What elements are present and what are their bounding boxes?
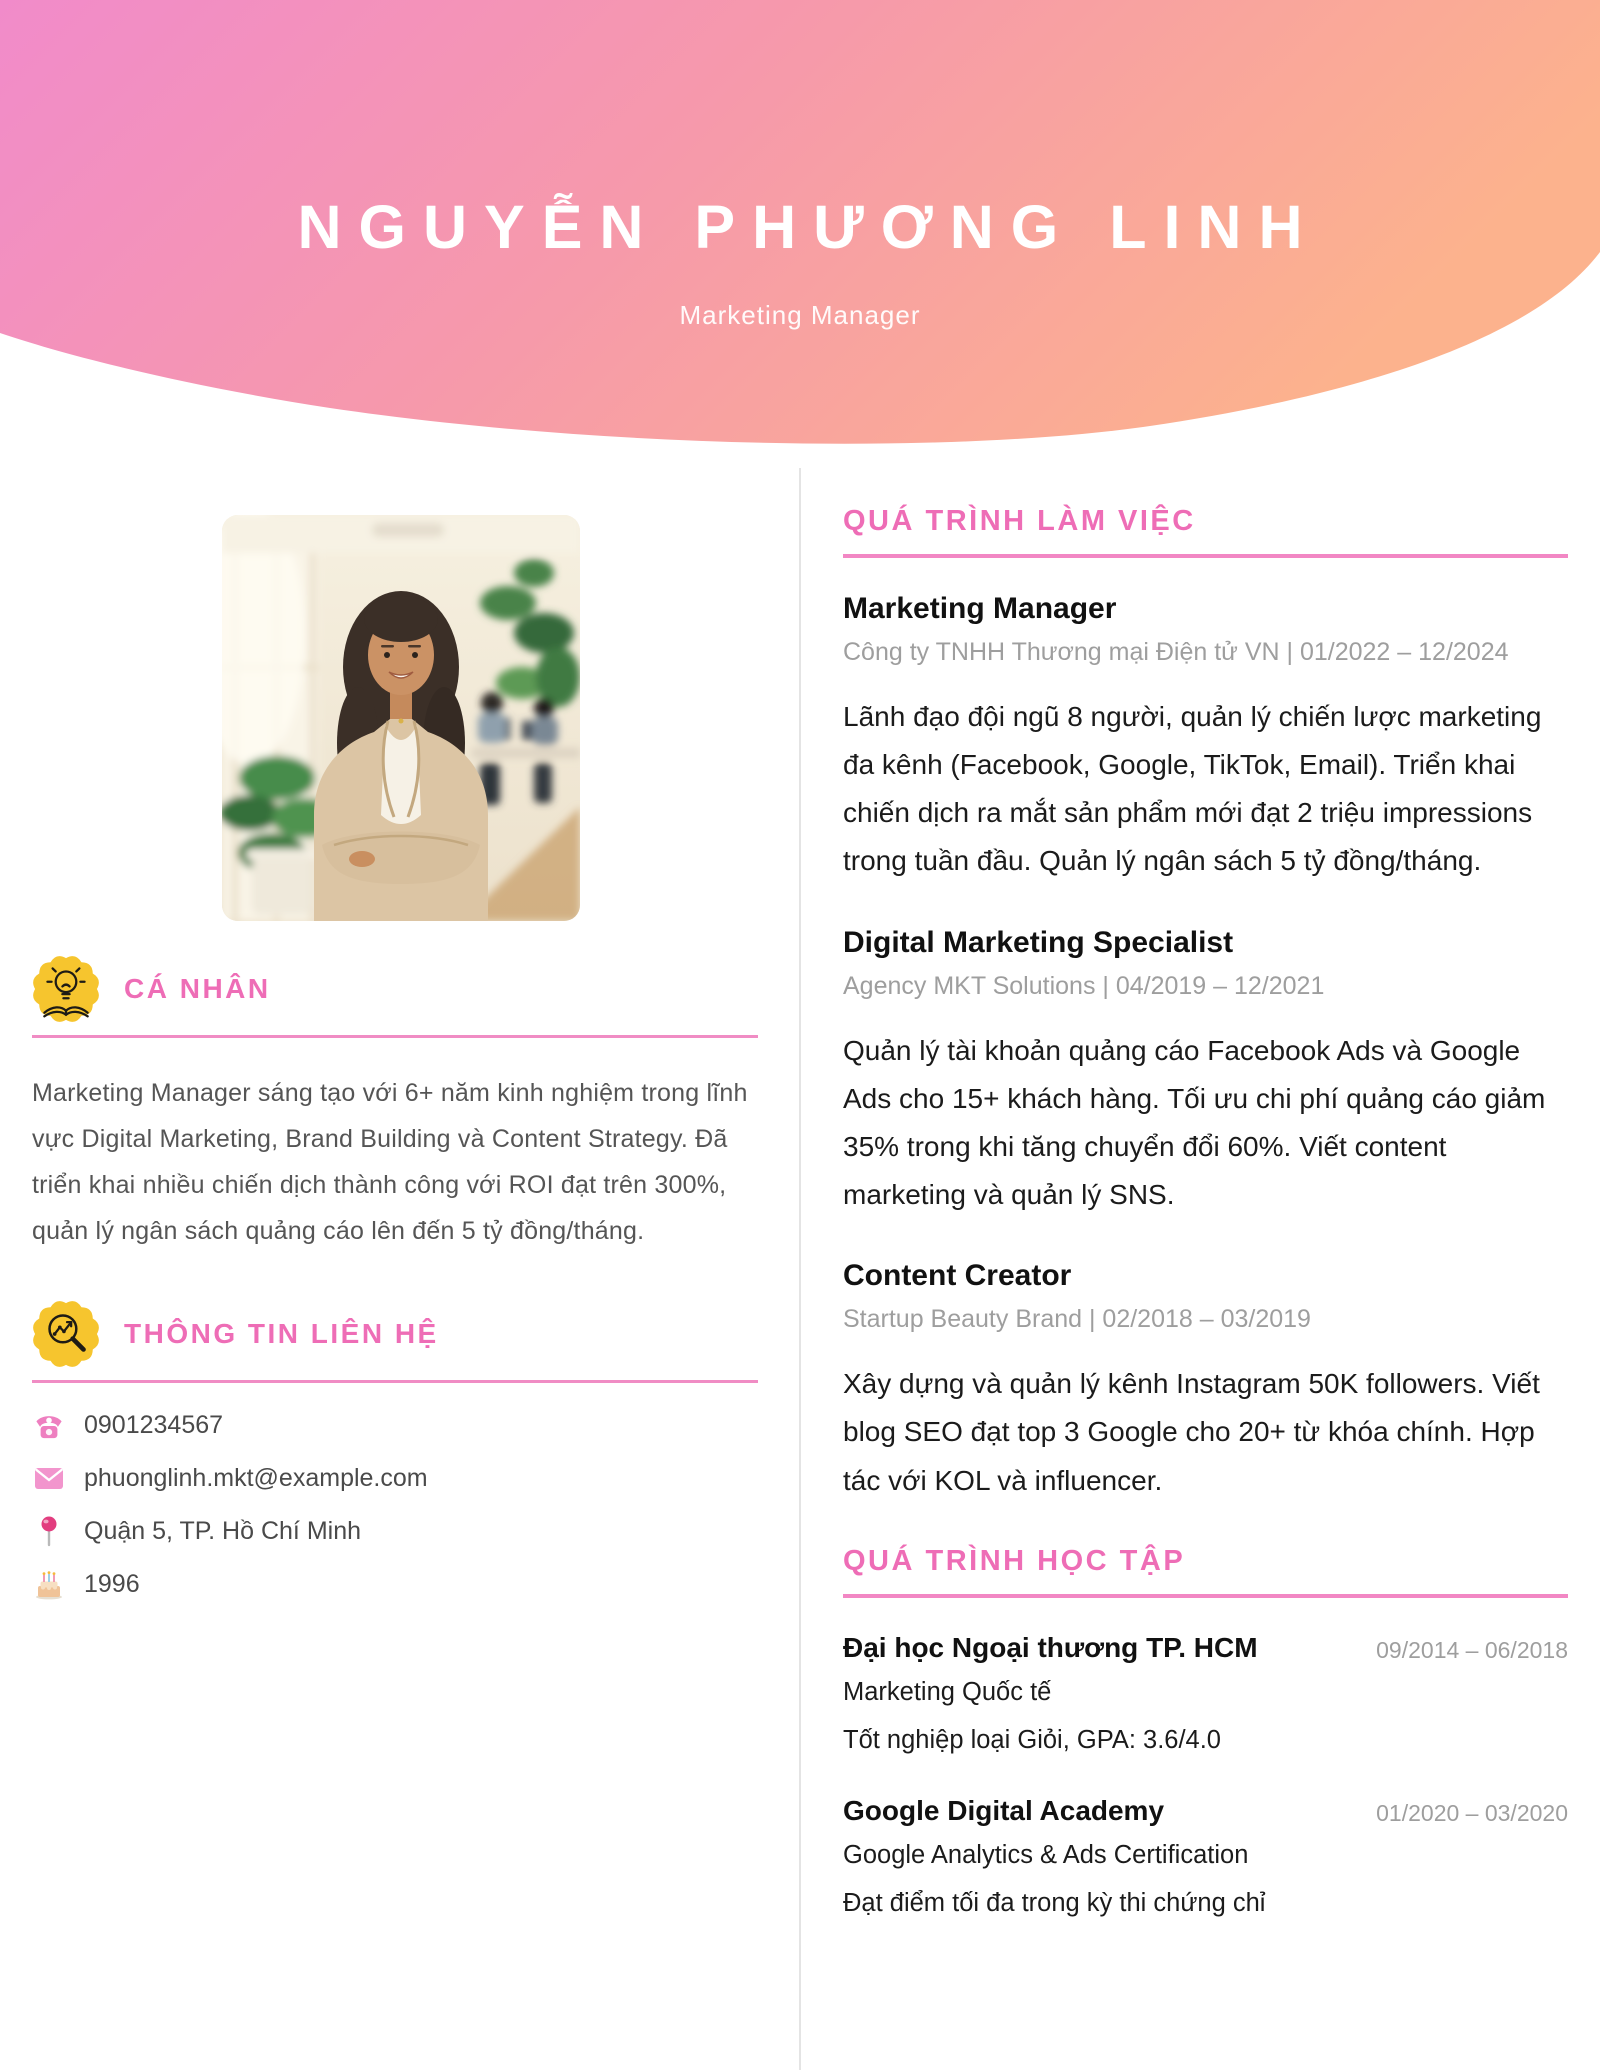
education-entry — [843, 1632, 1568, 1761]
page-title: NGUYỄN PHƯƠNG LINH — [297, 193, 1320, 261]
profile-photo — [222, 515, 580, 921]
education-entry-header — [843, 1632, 1568, 1664]
phone-value: 0901234567 — [84, 1411, 224, 1439]
about-heading-rule — [32, 1035, 758, 1038]
contact-item-phone — [32, 1399, 758, 1452]
job-meta: Startup Beauty Brand | 02/2018 – 03/2019 — [843, 1305, 1311, 1334]
contact-heading: THÔNG TIN LIÊN HỆ — [124, 1318, 439, 1349]
job-entry — [843, 1259, 1568, 1504]
location-pin-icon — [32, 1515, 66, 1549]
job-title: Marketing Manager — [843, 592, 1117, 625]
contact-item-location — [32, 1505, 758, 1558]
job-entry — [843, 926, 1568, 1220]
school-name: Đại học Ngoại thương TP. HCM — [843, 1631, 1258, 1663]
email-value: phuonglinh.mkt@example.com — [84, 1464, 428, 1492]
idea-badge-icon — [32, 955, 100, 1023]
contact-item-email — [32, 1452, 758, 1505]
profile-photo-illustration — [222, 515, 580, 921]
location-value: Quận 5, TP. Hồ Chí Minh — [84, 1517, 362, 1545]
analytics-badge-icon — [32, 1300, 100, 1368]
hero-header — [0, 0, 1600, 470]
about-text: Marketing Manager sáng tạo với 6+ năm kinh nghiệm trong lĩnh vực Digital Marketing, Brand Building và Content Strategy. Đã triển khai nhiều chiến dịch thành công với ROI đạt trên 300%, quản lý ngân sách quảng cáo lên đến 5 tỷ đồng/tháng. — [32, 1079, 748, 1245]
contact-section-header — [32, 1300, 758, 1368]
about-heading: CÁ NHÂN — [124, 973, 271, 1004]
job-title: Digital Marketing Specialist — [843, 925, 1234, 959]
job-entry — [843, 592, 1568, 886]
birthday-cake-icon — [32, 1568, 66, 1602]
contact-section — [32, 1300, 758, 1611]
phone-icon — [32, 1409, 66, 1443]
contact-item-birthyear — [32, 1558, 758, 1611]
school-result: Đạt điểm tối đa trong kỳ thi chứng chỉ — [843, 1889, 1266, 1918]
right-column — [843, 505, 1568, 1924]
contact-heading-rule — [32, 1380, 758, 1383]
contact-list — [32, 1399, 758, 1611]
school-period: 09/2014 – 06/2018 — [1376, 1636, 1568, 1663]
job-meta: Agency MKT Solutions | 04/2019 – 12/2021 — [843, 971, 1325, 1000]
school-major: Marketing Quốc tế — [843, 1677, 1052, 1706]
email-icon — [32, 1462, 66, 1496]
school-period: 01/2020 – 03/2020 — [1376, 1799, 1568, 1826]
column-divider — [799, 468, 801, 2070]
page-subtitle: Marketing Manager — [679, 300, 921, 330]
job-description: Xây dựng và quản lý kênh Instagram 50K followers. Viết blog SEO đạt top 3 Google cho 20+ từ khóa chính. Hợp tác với KOL và influencer. — [843, 1368, 1540, 1496]
school-major: Google Analytics & Ads Certification — [843, 1840, 1249, 1869]
education-entry-header — [843, 1795, 1568, 1827]
job-title: Content Creator — [843, 1259, 1072, 1293]
job-description: Lãnh đạo đội ngũ 8 người, quản lý chiến lược marketing đa kênh (Facebook, Google, TikTok, Email). Triển khai chiến dịch ra mắt sản phẩm mới đạt 2 triệu impressions trong tuần đầu. Quản lý ngân sách 5 tỷ đồng/tháng. — [843, 701, 1542, 877]
school-result: Tốt nghiệp loại Giỏi, GPA: 3.6/4.0 — [843, 1726, 1221, 1755]
job-description: Quản lý tài khoản quảng cáo Facebook Ads và Google Ads cho 15+ khách hàng. Tối ưu chi phí quảng cáo giảm 35% trong khi tăng chuyển đổi 60%. Viết content marketing và quản lý SNS. — [843, 1034, 1546, 1211]
birthyear-value: 1996 — [84, 1570, 140, 1598]
education-entry — [843, 1795, 1568, 1924]
job-meta: Công ty TNHH Thương mại Điện tử VN | 01/2022 – 12/2024 — [843, 638, 1509, 666]
education-heading: QUÁ TRÌNH HỌC TẬP — [843, 1544, 1186, 1577]
about-section-header — [32, 955, 758, 1023]
school-name: Google Digital Academy — [843, 1794, 1165, 1826]
left-column — [32, 955, 758, 1611]
education-heading-rule — [843, 1594, 1568, 1598]
experience-heading-rule — [843, 554, 1568, 558]
experience-heading: QUÁ TRÌNH LÀM VIỆC — [843, 505, 1196, 537]
education-section — [843, 1545, 1568, 1924]
